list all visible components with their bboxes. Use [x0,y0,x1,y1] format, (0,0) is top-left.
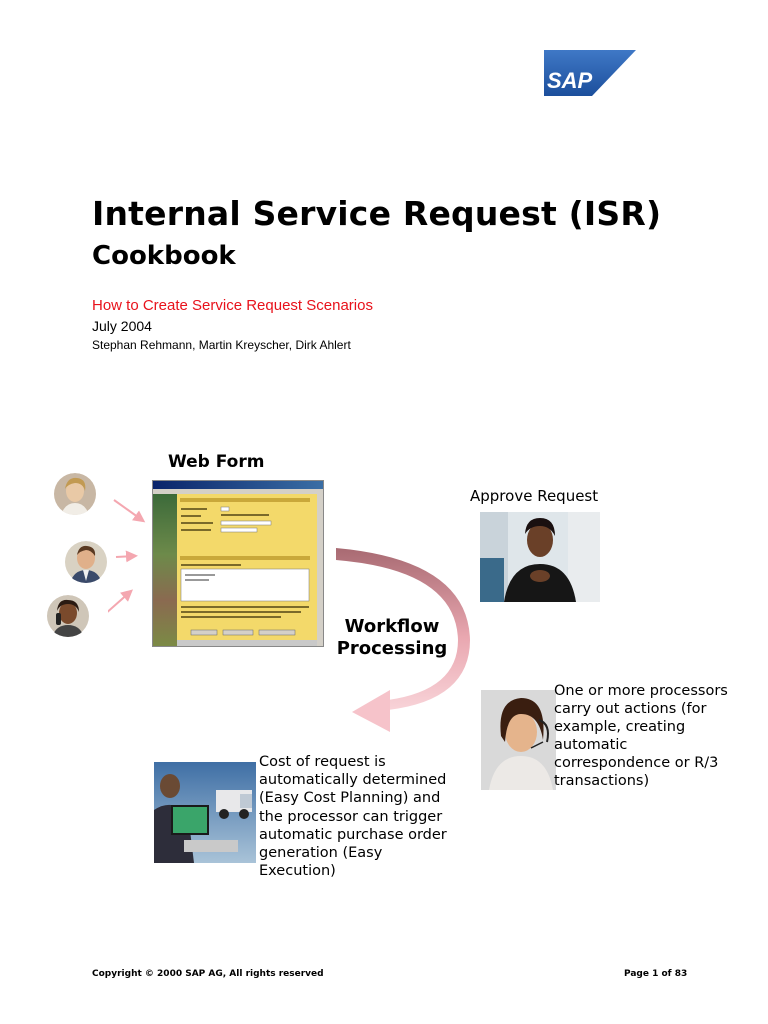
user-avatar-woman [53,473,97,515]
sap-logo [544,50,640,102]
user-avatar-man [64,541,108,583]
workflow-label-line2: Processing [336,638,448,659]
document-authors: Stephan Rehmann, Martin Kreyscher, Dirk Ahlert [92,338,351,352]
footer-page-number: Page 1 of 83 [624,969,688,979]
web-form-label: Web Form [168,452,265,472]
document-tagline: How to Create Service Request Scenarios [92,297,373,314]
web-form-screenshot [152,480,324,647]
document-subtitle: Cookbook [92,241,236,271]
user-avatar-phone [46,595,90,637]
cost-planning-photo [154,762,256,863]
document-date: July 2004 [92,318,152,334]
workflow-processing-label [330,616,454,660]
approver-photo [480,512,600,602]
svg-text:SAP: SAP [547,68,593,93]
cost-description: Cost of request is automatically determined (Easy Cost Planning) and the processor can trigger automatic purchase order generation (Easy Execution) [259,754,447,880]
processor-photo [481,690,556,790]
processors-description: One or more processors carry out actions (for example, creating automatic correspondence or R/3 transactions) [554,683,728,789]
workflow-label-line1: Workflow [344,616,440,637]
user-arrows [108,490,158,620]
approve-request-label: Approve Request [470,487,599,505]
footer-copyright: Copyright © 2000 SAP AG, All rights reserved [92,969,324,979]
document-title: Internal Service Request (ISR) [92,194,662,233]
